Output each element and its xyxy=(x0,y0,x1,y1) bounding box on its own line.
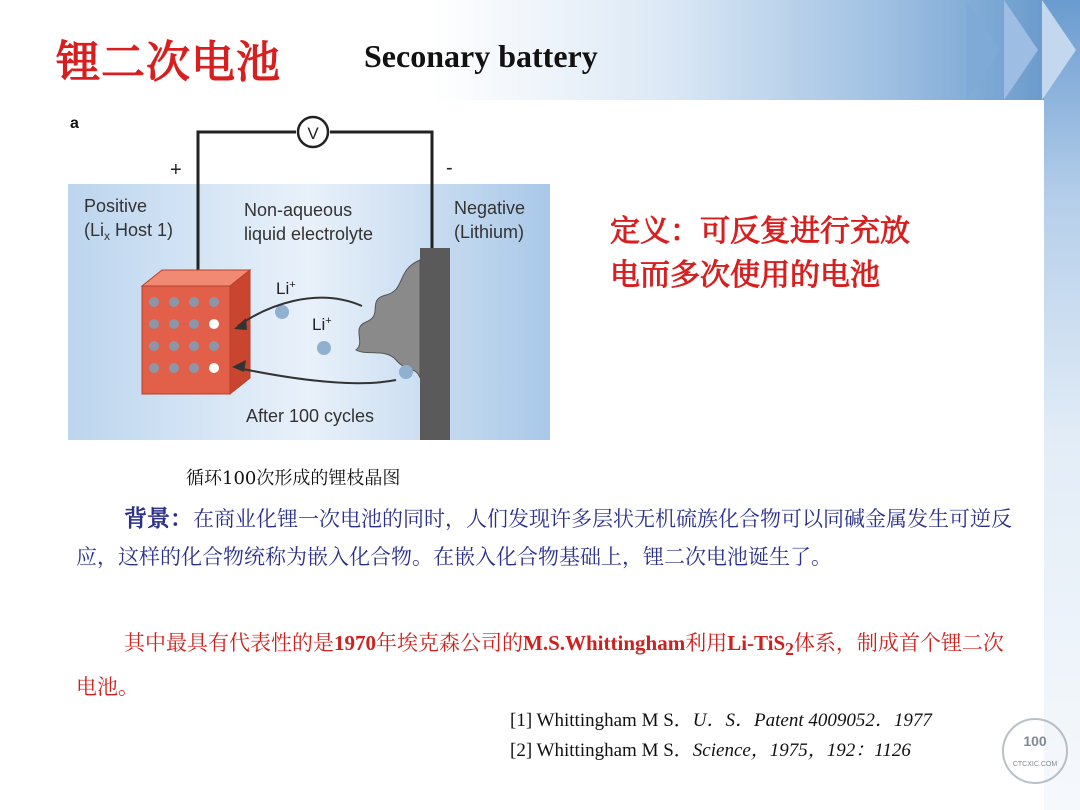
rep-text-1: 其中最具有代表性的是 xyxy=(124,631,334,655)
electrolyte-label-2: liquid electrolyte xyxy=(244,224,374,244)
header-chevron-3 xyxy=(1042,0,1076,100)
watermark-logo xyxy=(1000,716,1070,786)
cycles-label: After 100 cycles xyxy=(246,406,375,426)
panel-letter: a xyxy=(70,115,79,132)
lithium-ion xyxy=(275,305,289,319)
negative-label: Negative xyxy=(454,198,526,218)
battery-diagram xyxy=(66,110,556,442)
reference-item: [1] Whittingham M S．U．S．Patent 4009052．1977 xyxy=(510,710,932,731)
rep-year: 1970 xyxy=(334,631,376,655)
positive-label: Positive xyxy=(84,196,148,216)
definition-block xyxy=(610,210,990,298)
positive-host-label: ($Li_x$ Host 1) xyxy=(84,220,174,243)
figure-caption: 循环100次形成的锂枝晶图 xyxy=(186,468,401,489)
header-chevron-2 xyxy=(1004,0,1038,100)
header-chevron-1 xyxy=(966,0,1000,100)
rep-person: M.S.Whittingham xyxy=(523,631,686,655)
rep-system: Li-TiS$_2$ xyxy=(727,631,794,660)
references xyxy=(510,706,932,766)
inserted-ion xyxy=(209,363,219,373)
slide-subtitle: Seconary battery xyxy=(364,38,598,74)
representative-paragraph xyxy=(76,624,1016,706)
ion-label: Li+ xyxy=(312,315,332,334)
side-band xyxy=(1044,0,1080,810)
reference-item: [2] Whittingham M S．Science，1975，192：1126 xyxy=(510,740,911,761)
ion-label: Li+ xyxy=(276,279,296,298)
lithium-anode xyxy=(420,248,450,440)
definition-line-2: 电而多次使用的电池 xyxy=(610,258,880,293)
rep-text-4: 体系，制成首个锂二次电池。 xyxy=(76,631,1004,700)
background-text: 在商业化锂一次电池的同时，人们发现许多层状无机硫族化合物可以同碱金属发生可逆反应，这样的化合物统称为嵌入化合物。在嵌入化合物基础上，锂二次电池诞生了。 xyxy=(76,507,1012,569)
slide-title: 锂二次电池 xyxy=(56,37,281,88)
electrolyte-label: Non-aqueous xyxy=(244,200,353,220)
watermark-site: CTCXIC.COM xyxy=(1012,761,1058,768)
inserted-ion xyxy=(209,319,219,329)
lithium-ion xyxy=(399,365,413,379)
plus-sign: + xyxy=(170,159,182,181)
minus-sign: - xyxy=(446,157,453,179)
voltmeter-label: V xyxy=(307,124,319,143)
cathode-side xyxy=(230,270,250,394)
rep-text-2: 年埃克森公司的 xyxy=(376,631,523,655)
watermark-badge: 100 xyxy=(1023,733,1047,749)
background-lead: 背景： xyxy=(124,505,193,532)
background-paragraph xyxy=(76,500,1016,576)
lithium-ion xyxy=(317,341,331,355)
rep-text-3: 利用 xyxy=(685,631,728,655)
negative-lithium-label: (Lithium) xyxy=(454,222,525,242)
definition-line-1: 定义：可反复进行充放 xyxy=(610,214,910,249)
